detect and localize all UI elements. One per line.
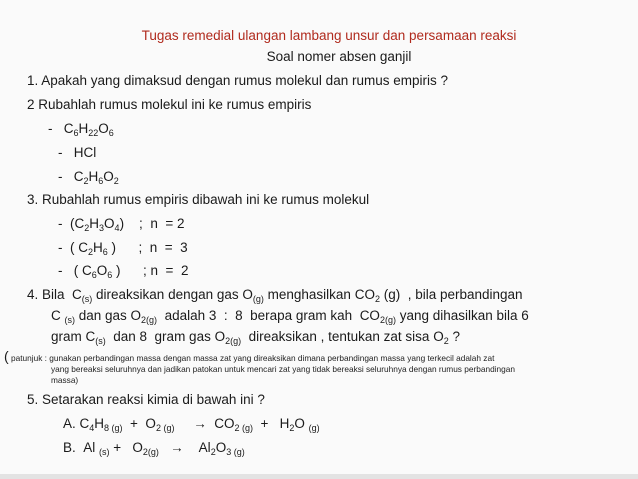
- note-line-3: massa): [51, 375, 79, 385]
- question-1: 1. Apakah yang dimaksud dengan rumus molekul dan rumus empiris ?: [27, 73, 448, 88]
- note-line-1: patunjuk : gunakan perbandingan massa dengan massa zat yang direaksikan dimana perbandingan massa yang terkecil adalah zat: [11, 353, 495, 363]
- question-4-line-3: gram $C_{(s)}$ dan 8 gram gas $O_{2(g)}$ direaksikan , tentukan zat sisa $O_2$ ?: [51, 329, 460, 346]
- question-2-item-3: - $C_2H_6O_2$: [58, 169, 119, 186]
- question-3-item-3: - ( $C_6O_6$ ) ; n = 2: [58, 263, 189, 280]
- note-open-paren: (: [4, 348, 9, 364]
- question-4-line-2: C $_{(s)}$ dan gas $O_{2(g)}$ adalah 3 : 8 berapa gram kah $CO_{2(g)}$ yang dihasilkan bila 6: [51, 308, 529, 325]
- question-3-item-1: - $(C_2H_3O_4)$ ; n = 2: [58, 216, 185, 233]
- note-line-2: yang bereaksi seluruhnya dan jadikan patokan untuk mencari zat yang tidak bereaksi seluruhnya dengan rumus perbandingan: [51, 364, 516, 374]
- question-5-a: A. $C_4H_{8 (g)} + O_{2 (g)}$ → $CO_{2 (g)} + H_2O$ $_{(g)}$: [63, 416, 320, 433]
- question-4-line-1: 4. Bila $C_{(s)}$ direaksikan dengan gas $O_{(g)}$ menghasilkan $CO_2$ (g) , bila perbandingan: [27, 287, 523, 304]
- question-5: 5. Setarakan reaksi kimia di bawah ini ?: [27, 392, 265, 407]
- slide-bottom-bar: [0, 474, 638, 479]
- slide-subtitle: Soal nomer absen ganjil: [266, 49, 412, 64]
- question-3: 3. Rubahlah rumus empiris dibawah ini ke rumus molekul: [27, 192, 370, 207]
- question-3-item-2: - ( $C_2H_6$ ) ; n = 3: [58, 240, 188, 257]
- slide-title: Tugas remedial ulangan lambang unsur dan persamaan reaksi: [141, 28, 517, 43]
- question-2-item-2: - HCl: [58, 145, 97, 160]
- question-5-b: B. Al $_{(s)} + O_{2(g)}$ → $Al_2O_{3 (g)}$: [63, 440, 245, 457]
- question-2-item-1: - $C_6H_{22}O_6$: [48, 121, 114, 138]
- question-2: 2 Rubahlah rumus molekul ini ke rumus empiris: [27, 97, 312, 112]
